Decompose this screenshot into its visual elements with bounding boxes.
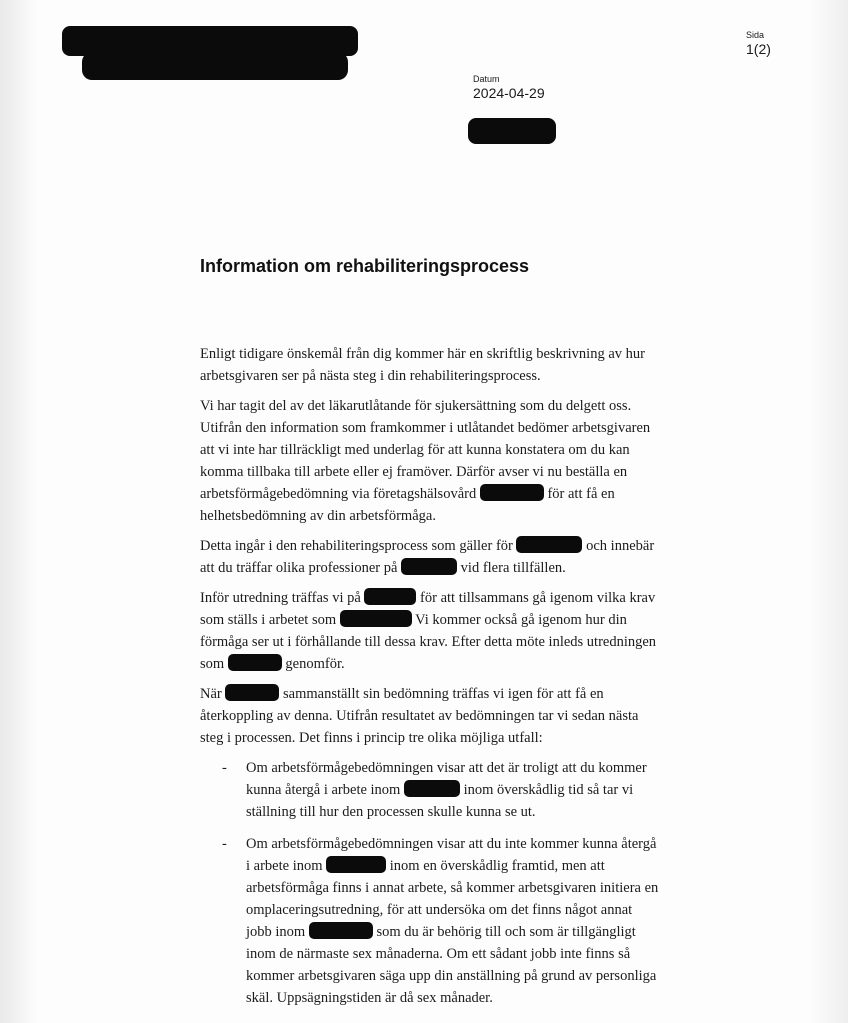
- text-segment: inom överskådlig tid så tar vi: [463, 782, 634, 798]
- date-label: Datum: [473, 74, 500, 84]
- list-item: [200, 757, 700, 823]
- text-segment: som ställs i arbetet som: [200, 612, 337, 628]
- text-line: Enligt tidigare önskemål från dig kommer här en skriftlig beskrivning av hur: [200, 346, 645, 362]
- text-segment: som du är behörig till och som är tillgängligt: [376, 924, 636, 940]
- text-line: skäl. Uppsägningstiden är då sex månader.: [246, 990, 493, 1006]
- text-line: [200, 683, 700, 705]
- text-segment: vid flera tillfällen.: [460, 560, 566, 576]
- text-line: återkoppling av denna. Utifrån resultatet av bedömningen tar vi sedan nästa: [200, 708, 639, 724]
- text-segment: att du träffar olika professioner på: [200, 560, 398, 576]
- redacted-name: [364, 588, 416, 605]
- page-number-label: Sida: [746, 30, 765, 40]
- redacted-name: [326, 856, 386, 873]
- text-line: [200, 483, 700, 505]
- bullet-dash: -: [222, 836, 227, 852]
- bullet-dash: -: [222, 760, 227, 776]
- text-line: [246, 855, 700, 877]
- text-line: ställning till hur den processen skulle kunna se ut.: [246, 804, 536, 820]
- redacted-letterhead-line2: [82, 52, 348, 80]
- paragraph-request: [200, 343, 700, 387]
- text-segment: jobb inom: [246, 924, 306, 940]
- text-line: Om arbetsförmågebedömningen visar att det är troligt att du kommer: [246, 760, 647, 776]
- text-segment: för att tillsammans gå igenom vilka krav: [420, 590, 656, 606]
- paragraph-investigation: [200, 587, 700, 675]
- text-segment: Inför utredning träffas vi på: [200, 590, 361, 606]
- text-line: arbetsförmåga finns i annat arbete, så kommer arbetsgivaren initiera en: [246, 880, 659, 896]
- text-line: [200, 557, 700, 579]
- text-line: inom de närmaste sex månaderna. Om ett sådant jobb inte finns så: [246, 946, 631, 962]
- outcome-list: [200, 757, 700, 1009]
- text-segment: i arbete inom: [246, 858, 323, 874]
- text-line: Utifrån den information som framkommer i utlåtandet bedömer arbetsgivaren: [200, 420, 651, 436]
- letter-body: [200, 343, 700, 1019]
- paragraph-process: [200, 535, 700, 579]
- paragraph-assessment: [200, 395, 700, 527]
- text-line: omplaceringsutredning, för att undersöka om det finns något annat: [246, 902, 633, 918]
- document-title: Information om rehabiliteringsprocess: [200, 256, 530, 276]
- text-line: förmåga ser ut i förhållande till dessa krav. Efter detta möte inleds utredningen: [200, 634, 657, 650]
- text-line: [200, 587, 700, 609]
- text-segment: När: [200, 686, 222, 702]
- redacted-name: [228, 654, 282, 671]
- redacted-name: [480, 484, 544, 501]
- redacted-name: [401, 558, 457, 575]
- text-segment: för att få en: [547, 486, 615, 502]
- list-item: [200, 833, 700, 1009]
- text-line: Vi har tagit del av det läkarutlåtande för sjukersättning som du delgett oss.: [200, 398, 632, 414]
- date-value: 2024-04-29: [473, 85, 545, 101]
- text-segment: inom en överskådlig framtid, men att: [389, 858, 605, 874]
- text-line: helhetsbedömning av din arbetsförmåga.: [200, 508, 436, 524]
- text-segment: och innebär: [586, 538, 655, 554]
- redacted-name: [404, 780, 460, 797]
- redacted-recipient: [468, 118, 556, 144]
- text-segment: som: [200, 656, 225, 672]
- text-line: arbetsgivaren ser på nästa steg i din rehabiliteringsprocess.: [200, 368, 541, 384]
- text-line: [200, 535, 700, 557]
- paragraph-outcomes: [200, 683, 700, 749]
- text-line: steg i processen. Det finns i princip tre olika möjliga utfall:: [200, 730, 543, 746]
- text-line: [200, 653, 700, 675]
- page-edge-shadow-left: [0, 0, 38, 1023]
- text-line: Om arbetsförmågebedömningen visar att du inte kommer kunna återgå: [246, 836, 657, 852]
- page-edge-shadow-right: [808, 0, 848, 1023]
- text-segment: arbetsförmågebedömning via företagshälsovård: [200, 486, 477, 502]
- text-segment: Vi kommer också gå igenom hur din: [415, 612, 627, 628]
- text-line: kommer arbetsgivaren säga upp din anställning på grund av personliga: [246, 968, 657, 984]
- redacted-name: [225, 684, 279, 701]
- text-line: [200, 609, 700, 631]
- redacted-name: [516, 536, 582, 553]
- text-line: att vi inte har tillräckligt med underlag för att kunna konstatera om du kan: [200, 442, 630, 458]
- text-segment: genomför.: [285, 656, 345, 672]
- text-line: [246, 921, 700, 943]
- text-segment: Detta ingår i den rehabiliteringsprocess som gäller för: [200, 538, 513, 554]
- text-line: komma tillbaka till arbete eller ej framöver. Därför avser vi nu beställa en: [200, 464, 628, 480]
- text-segment: kunna återgå i arbete inom: [246, 782, 401, 798]
- redacted-name: [340, 610, 412, 627]
- page-number-value: 1(2): [746, 41, 771, 57]
- redacted-name: [309, 922, 373, 939]
- text-line: [246, 779, 700, 801]
- text-segment: sammanställt sin bedömning träffas vi igen för att få en: [283, 686, 604, 702]
